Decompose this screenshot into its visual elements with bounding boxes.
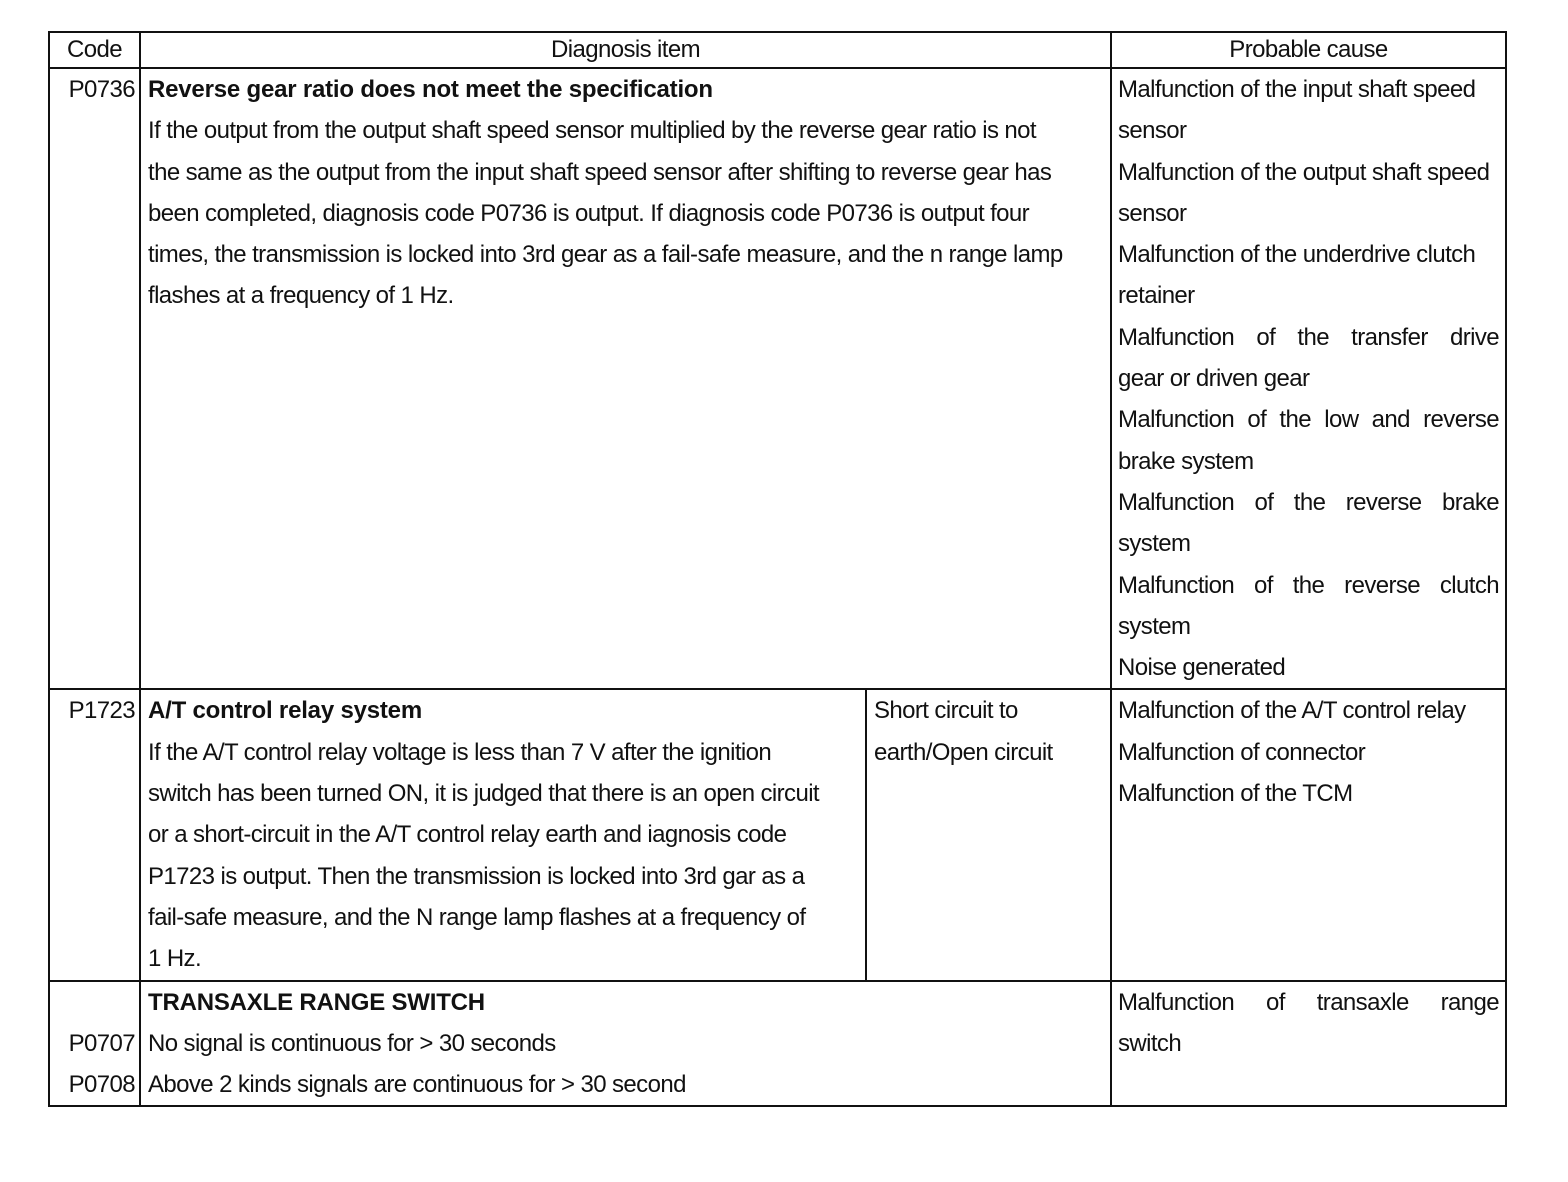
table-header-row (49, 32, 1506, 68)
diagnosis-item-cell (140, 689, 866, 980)
code-cell (49, 68, 140, 689)
cause-line: Malfunction of the output shaft speed (1118, 158, 1490, 186)
diagnosis-item-cell (140, 68, 1111, 689)
probable-cause-cell (1111, 981, 1506, 1107)
description-line: If the A/T control relay voltage is less than 7 V after the ignition (148, 738, 772, 766)
cause-line: system (1118, 530, 1191, 558)
diagnosis-code: P0708 (68, 1071, 135, 1099)
description-line: switch has been turned ON, it is judged that there is an open circuit (148, 780, 819, 808)
cause-line: switch (1118, 1029, 1182, 1057)
description-line: the same as the output from the input shaft speed sensor after shifting to reverse gear has (148, 158, 1052, 186)
diagnosis-item-cell (140, 981, 1111, 1107)
description-line: times, the transmission is locked into 3rd gear as a fail-safe measure, and the n range lamp (148, 241, 1063, 269)
cause-line: sensor (1118, 199, 1187, 227)
description-line: fail-safe measure, and the N range lamp flashes at a frequency of (148, 903, 806, 931)
code-cell (49, 981, 140, 1107)
diagnosis-title: Reverse gear ratio does not meet the specification (148, 76, 713, 103)
description-line: been completed, diagnosis code P0736 is output. If diagnosis code P0736 is output four (148, 199, 1030, 227)
description-line: If the output from the output shaft speed sensor multiplied by the reverse gear ratio is not (148, 117, 1036, 145)
probable-cause-cell (1111, 689, 1506, 980)
cause-line: system (1118, 612, 1191, 640)
table-row-p0736 (49, 68, 1506, 689)
cause-line: retainer (1118, 282, 1195, 310)
cause-line: Malfunction of connector (1118, 738, 1366, 766)
cause-line: Malfunction of the reverse brake (1118, 488, 1499, 516)
cause-line: Malfunction of the TCM (1118, 780, 1353, 808)
code-cell (49, 689, 140, 980)
cause-line: Malfunction of the A/T control relay (1118, 697, 1466, 725)
description-line: Above 2 kinds signals are continuous for > 30 second (148, 1071, 686, 1099)
header-probable-cause: Probable cause (1111, 32, 1506, 68)
diagnosis-title: TRANSAXLE RANGE SWITCH (148, 988, 485, 1016)
diagnosis-code: P1723 (68, 697, 135, 725)
description-line: P1723 is output. Then the transmission is locked into 3rd gar as a (148, 862, 805, 890)
diagnosis-code: P0707 (68, 1029, 135, 1057)
diagnosis-code: P0736 (68, 76, 135, 103)
header-code: Code (49, 32, 140, 68)
table-row-p0707-p0708 (49, 981, 1506, 1107)
diagnosis-code-table (48, 31, 1507, 1107)
description-line: or a short-circuit in the A/T control relay earth and iagnosis code (148, 821, 787, 849)
condition-line: earth/Open circuit (874, 738, 1053, 766)
cause-line: Malfunction of the underdrive clutch (1118, 241, 1476, 269)
cause-line: Malfunction of the transfer drive (1118, 323, 1499, 351)
description-line: No signal is continuous for > 30 seconds (148, 1029, 556, 1057)
condition-line: Short circuit to (874, 697, 1018, 725)
cause-line: Malfunction of the input shaft speed (1118, 76, 1476, 103)
description-line: flashes at a frequency of 1 Hz. (148, 282, 454, 310)
cause-line: Noise generated (1118, 654, 1286, 682)
cause-line: Malfunction of the reverse clutch (1118, 571, 1499, 599)
cause-line: Malfunction of the low and reverse (1118, 406, 1499, 434)
header-diagnosis-item: Diagnosis item (140, 32, 1111, 68)
probable-cause-cell (1111, 68, 1506, 689)
table-row-p1723 (49, 689, 1506, 980)
cause-line: gear or driven gear (1118, 365, 1310, 393)
condition-cell (866, 689, 1111, 980)
cause-line: brake system (1118, 447, 1254, 475)
cause-line: Malfunction of transaxle range (1118, 988, 1499, 1016)
description-line: 1 Hz. (148, 945, 202, 973)
diagnosis-title: A/T control relay system (148, 697, 422, 725)
code-spacer (50, 982, 135, 1023)
cause-line: sensor (1118, 117, 1187, 145)
